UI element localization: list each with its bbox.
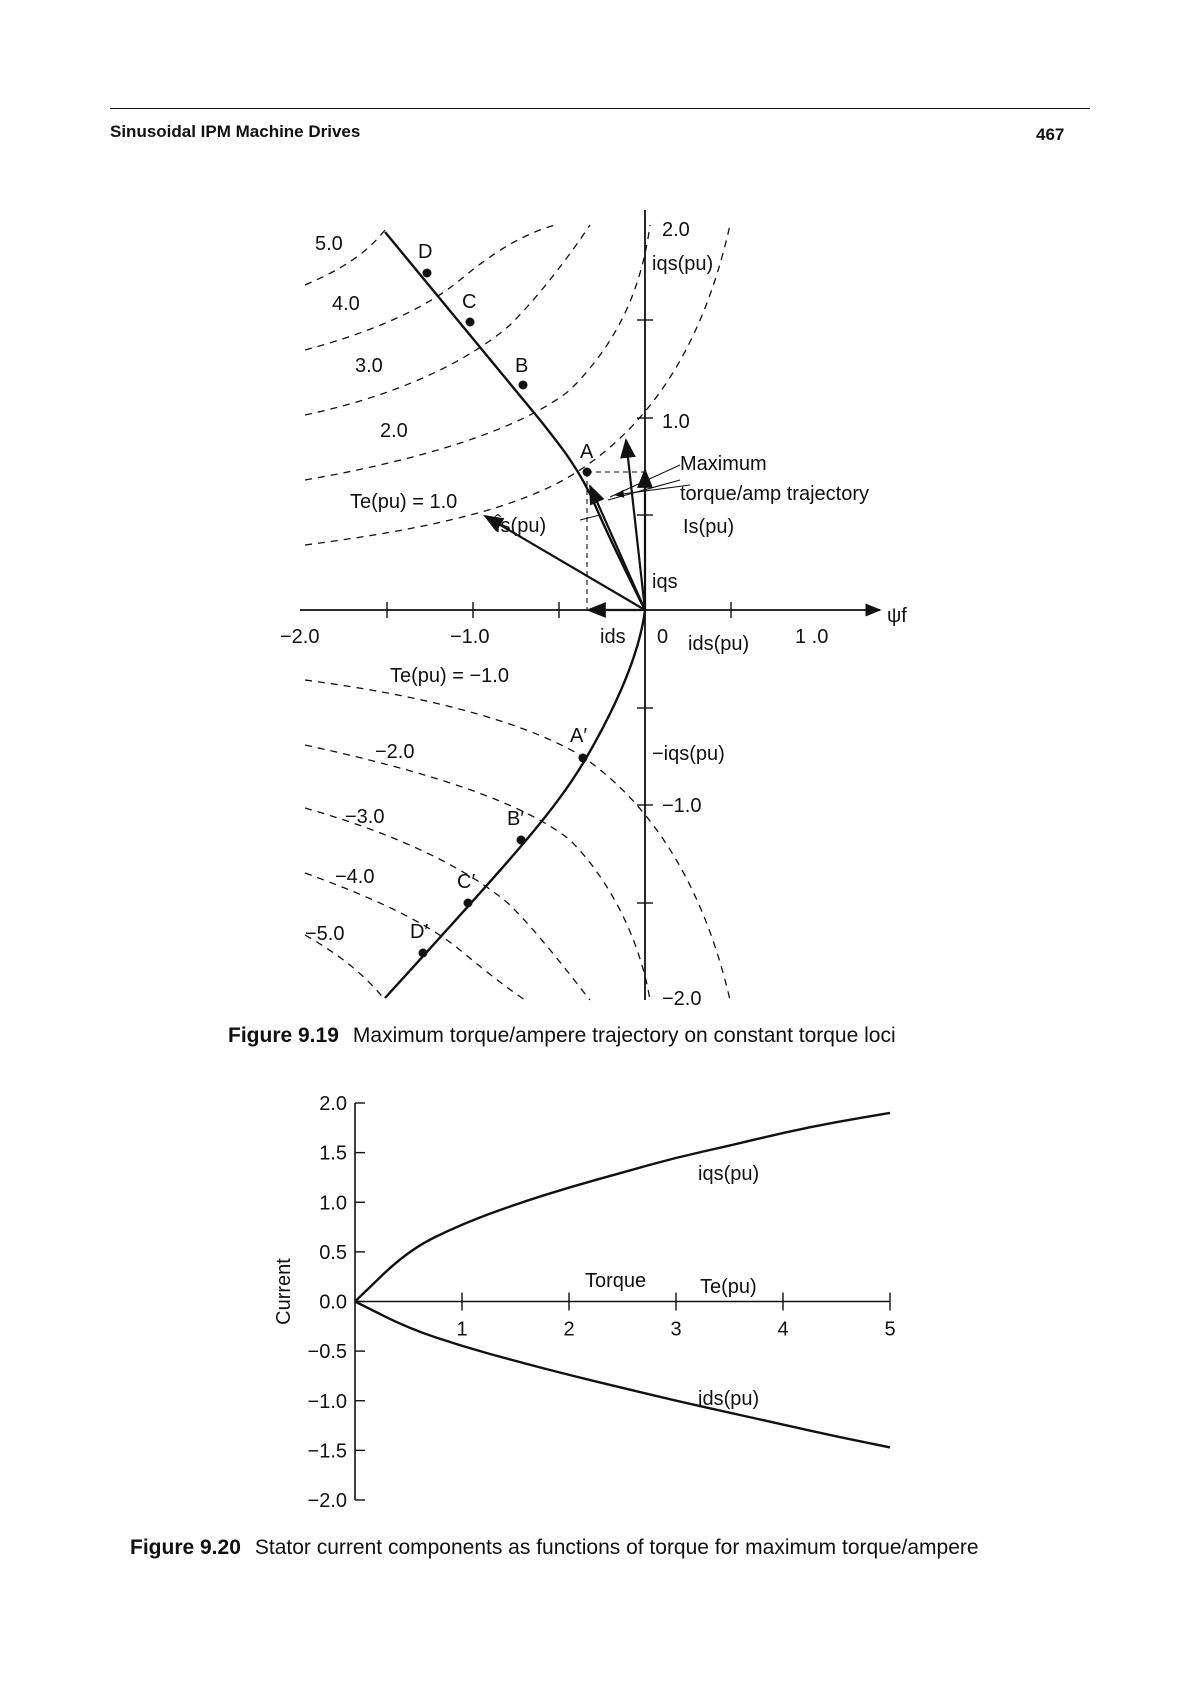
trajectory-label-line2: torque/amp trajectory (680, 483, 869, 505)
chart-x-tick-label: 5 (884, 1318, 896, 1341)
running-title: Sinusoidal IPM Machine Drives (110, 122, 361, 141)
figure-920-number: Figure 9.20 (130, 1536, 241, 1559)
origin-label: 0 (657, 626, 669, 648)
chart-y-tick-label: 0.5 (319, 1241, 347, 1264)
y-tick-neg2: −2.0 (662, 988, 702, 1010)
curve-label-2: 2.0 (380, 420, 408, 442)
point-label-c: C (462, 291, 477, 313)
chart-y-tick-label: 1.0 (319, 1192, 347, 1215)
page-number: 467 (1036, 125, 1065, 144)
iqs-axis-label: iqs(pu) (652, 253, 714, 275)
torque-label: Torque (585, 1270, 647, 1292)
iqs-vector-label: iqs (652, 571, 678, 593)
chart-axes (308, 1093, 896, 1512)
point-label-a-prime: A′ (570, 725, 588, 747)
y-tick-neg1: −1.0 (662, 795, 702, 817)
x-tick-pos1: 1 .0 (795, 626, 829, 648)
point-label-b: B (515, 355, 529, 377)
chart-y-tick-label: −1.0 (307, 1390, 347, 1413)
point-label-b-prime: B′ (507, 808, 525, 830)
chart-x-tick-label: 2 (563, 1318, 575, 1341)
te-label: Te(pu) (700, 1276, 757, 1298)
curve-label-neg1: Te(pu) = −1.0 (390, 665, 509, 687)
is-hat-label: Îs(pu) (495, 515, 547, 537)
chart-y-tick-label: 2.0 (319, 1093, 347, 1115)
figure-919-text: Maximum torque/ampere trajectory on constant torque loci (352, 1024, 896, 1047)
chart-ylabel: Current (273, 1258, 295, 1325)
ids-axis-label: ids(pu) (688, 633, 750, 655)
psi-f-label: ψf (887, 605, 907, 627)
curve-label-4: 4.0 (332, 293, 360, 315)
chart-x-tick-label: 4 (777, 1318, 789, 1341)
point-label-a: A (580, 441, 594, 463)
point-label-c-prime: C′ (457, 871, 476, 893)
chart-y-tick-label: −2.0 (307, 1490, 347, 1512)
y-tick-pos1: 1.0 (662, 411, 690, 433)
figure-919-number: Figure 9.19 (228, 1024, 339, 1047)
chart-x-tick-label: 3 (670, 1318, 682, 1341)
ids-vector-label: ids (600, 626, 626, 648)
chart-y-tick-label: 0.0 (319, 1291, 347, 1314)
curve-label-3: 3.0 (355, 355, 383, 377)
ids-series-line (355, 1302, 890, 1448)
curve-label-neg4: −4.0 (335, 866, 375, 888)
curve-label-1: Te(pu) = 1.0 (350, 491, 458, 513)
chart-y-tick-label: −0.5 (307, 1341, 347, 1364)
y-tick-pos2: 2.0 (662, 219, 690, 241)
is-label: Is(pu) (683, 516, 735, 538)
trajectory-label-line1: Maximum (680, 453, 767, 475)
curve-label-neg2: −2.0 (375, 741, 415, 763)
neg-iqs-axis-label: −iqs(pu) (652, 743, 725, 765)
figure-920-caption (130, 1536, 979, 1560)
chart-y-tick-label: 1.5 (319, 1142, 347, 1165)
figure-920-text: Stator current components as functions of torque for maximum torque/ampere (254, 1536, 979, 1559)
point-label-d: D (418, 241, 433, 263)
curve-label-neg5: −5.0 (305, 923, 345, 945)
chart-y-tick-label: −1.5 (307, 1440, 347, 1463)
x-tick-neg2: −2.0 (280, 626, 320, 648)
curve-label-neg3: −3.0 (345, 806, 385, 828)
iqs-series-label: iqs(pu) (698, 1163, 760, 1185)
x-tick-neg1: −1.0 (450, 626, 490, 648)
point-label-d-prime: D′ (410, 921, 429, 943)
ids-series-label: ids(pu) (698, 1388, 760, 1410)
chart-x-tick-label: 1 (456, 1318, 468, 1341)
curve-label-5: 5.0 (315, 233, 343, 255)
